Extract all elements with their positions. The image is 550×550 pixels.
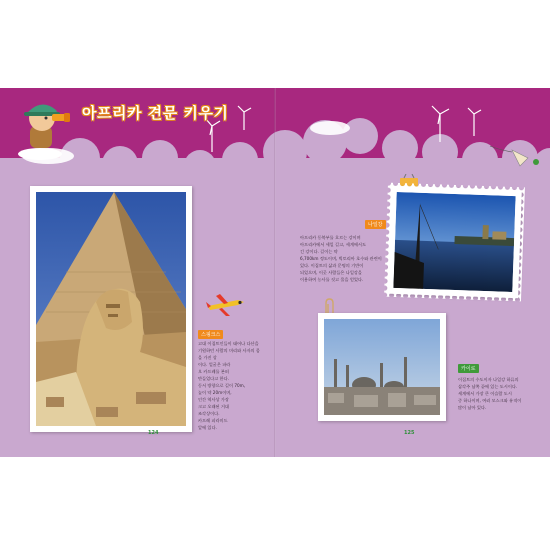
explorer-mascot-icon	[14, 96, 80, 162]
binoculars-icon	[52, 113, 70, 122]
book-gutter	[274, 88, 276, 457]
sphinx-description: 고대 이집트인들이 태어나 다산을 기원하던 사람의 머리와 사자의 몸을 가진 상 이다. 얼굴은 파라 오 카프레를 본떠 만들었다고 한다. 동서 방향으로 길이 70m, 높이 약 20m이며, 인간 역사상 가장 크고 오래된 거대 조각상이다. 카프레 피라미드 앞에 있다.	[198, 341, 260, 430]
page-title: 아프리카 견문 키우기	[82, 104, 229, 122]
nile-photo-frame	[387, 186, 522, 299]
cairo-photo-frame	[318, 313, 446, 421]
nile-description: 아프리카 동북부를 흐르는 강이며 아프리카에서 세일 길고, 세계에서도 긴 강이다. 길이는 약 6,700km 정도이며, 빅토리아 호수와 관련이 있다. 이집트의 삶과 문명의 기반이 되었으며, 이곳 사람들은 나일강을 이용하여 농사를 짓고 물을 얻었다.	[300, 235, 382, 282]
airplane-icon	[204, 290, 246, 320]
cairo-city-photo	[324, 319, 440, 415]
left-page-number: 124	[148, 430, 159, 436]
nile-river-photo	[393, 192, 515, 292]
cairo-caption-tag: 카이로	[458, 364, 479, 373]
sphinx-pyramid-photo	[36, 192, 186, 426]
sphinx-photo-frame	[30, 186, 192, 432]
cairo-description: 이집트의 수도이자 나일강 하류의 삼각주 남쪽 끝에 있는 도시이다. 세계에서 가장 큰 이슬람 도시 중 하나이며, 여러 모스크와 유적이 많이 남아 있다.	[458, 377, 522, 410]
nile-caption-tag: 나일강	[365, 220, 386, 229]
sphinx-caption-tag: 스핑크스	[198, 330, 223, 339]
book-spread	[0, 88, 550, 457]
right-page-number: 125	[404, 430, 415, 436]
